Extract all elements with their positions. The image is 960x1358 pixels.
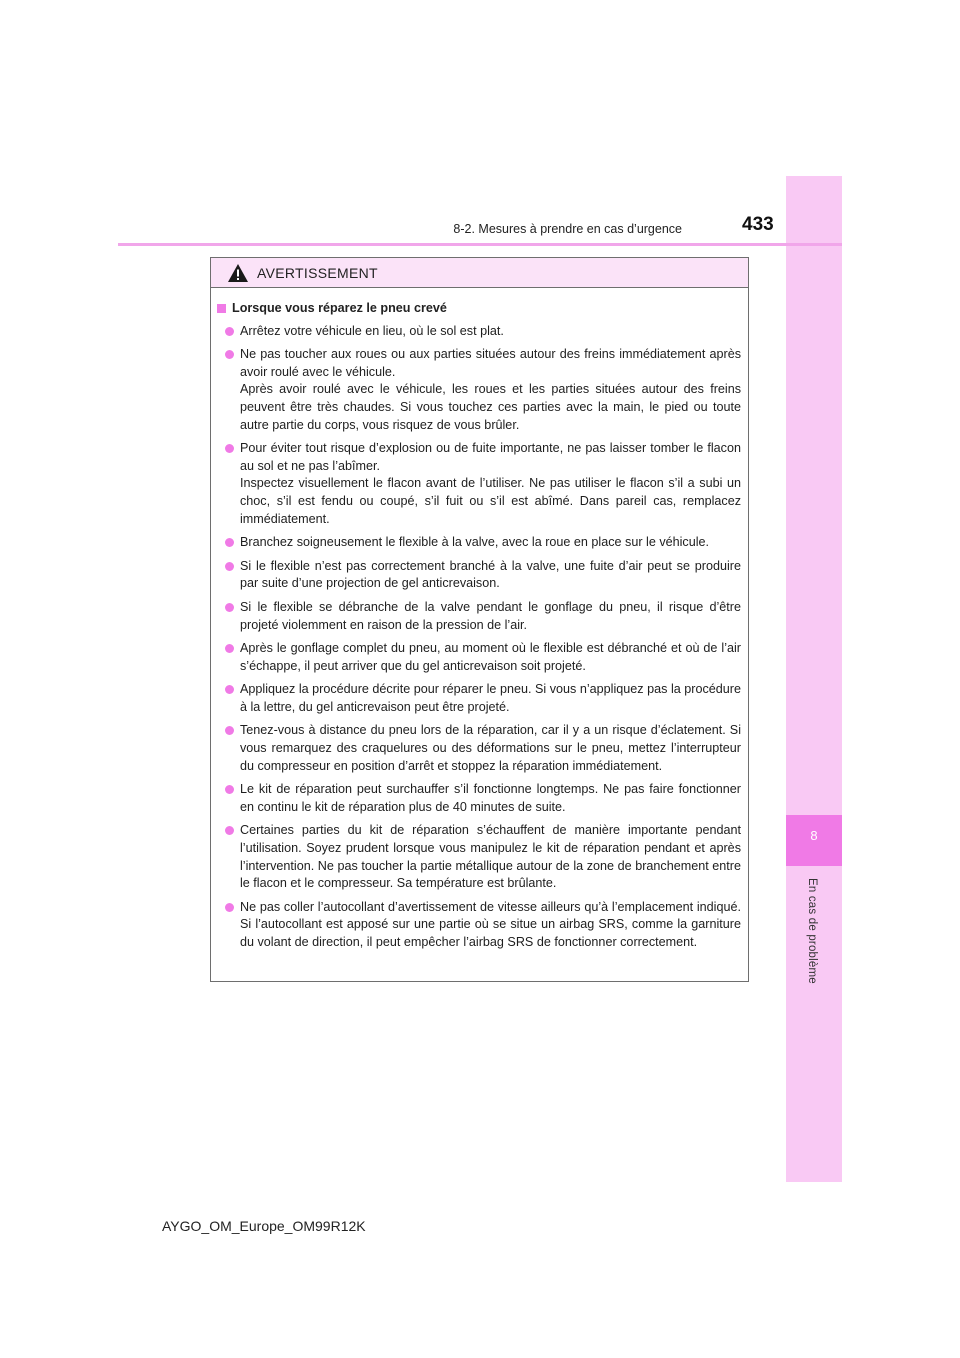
list-item [217, 346, 741, 434]
bullet-text: Si le flexible n’est pas correctement branché à la valve, une fuite d’air peut se produire par suite d’une projection de gel anticrevaison. [240, 558, 741, 591]
bullet-dot-icon [225, 444, 234, 453]
warning-header [211, 258, 748, 288]
chapter-title: En cas de problème [806, 878, 818, 984]
bullet-dot-icon [225, 903, 234, 912]
document-code: AYGO_OM_Europe_OM99R12K [162, 1218, 366, 1234]
bullet-text: Tenez-vous à distance du pneu lors de la réparation, car il y a un risque d’éclatement. Si vous remarquez des craquelures ou des déformations sur le pneu, mettez l’interrupteur du compresseur en position d’arrêt et stoppez la réparation immédiatement. [240, 723, 741, 773]
topic-heading [217, 300, 741, 318]
bullet-dot-icon [225, 685, 234, 694]
list-item [217, 558, 741, 593]
chapter-number: 8 [810, 828, 818, 843]
bullet-dot-icon [225, 603, 234, 612]
warning-label: AVERTISSEMENT [257, 264, 378, 281]
list-item [217, 899, 741, 952]
list-item [217, 599, 741, 634]
bullet-text: Le kit de réparation peut surchauffer s’il fonctionne longtemps. Ne pas faire fonctionner en continu le kit de réparation plus de 40 minutes de suite. [240, 782, 741, 814]
bullet-dot-icon [225, 538, 234, 547]
page-number: 433 [742, 214, 774, 235]
warning-box [210, 257, 749, 982]
bullet-dot-icon [225, 350, 234, 359]
list-item [217, 681, 741, 716]
bullet-list [217, 323, 741, 952]
square-bullet-icon [217, 304, 226, 313]
bullet-text: Pour éviter tout risque d’explosion ou de fuite importante, ne pas laisser tomber le flacon au sol et ne pas l’abîmer. Inspectez visuellement le flacon avant de l’utiliser. Ne pas utiliser le flacon s’il a subi un choc, s’il est fendu ou coupé, s’il fuit ou s’il est abîmé. Dans pareil cas, remplacez immédiatement. [240, 441, 741, 526]
chapter-side-tab [786, 176, 842, 1182]
list-item [217, 440, 741, 528]
bullet-text: Après le gonflage complet du pneu, au moment où le flexible est débranché et où de l’air s’échappe, il peut arriver que du gel anticrevaison soit projeté. [240, 641, 741, 673]
bullet-dot-icon [225, 562, 234, 571]
bullet-dot-icon [225, 327, 234, 336]
list-item [217, 534, 741, 552]
list-item [217, 722, 741, 775]
list-item [217, 822, 741, 892]
list-item [217, 640, 741, 675]
bullet-dot-icon [225, 726, 234, 735]
bullet-text: Arrêtez votre véhicule en lieu, où le sol est plat. [240, 323, 504, 338]
warning-body [211, 288, 748, 952]
bullet-text: Si le flexible se débranche de la valve pendant le gonflage du pneu, il risque d’être projeté violemment en raison de la pression de l’air. [240, 599, 741, 632]
list-item [217, 323, 741, 341]
bullet-text: Certaines parties du kit de réparation s’échauffent de manière importante pendant l’utilisation. Soyez prudent lorsque vous manipulez le kit de réparation pendant et après l’intervention. Ne pas toucher la partie métallique autour de la zone de branchement entre le flacon et le compresseur. Sa température est brûlante. [240, 823, 741, 891]
bullet-text: Ne pas coller l’autocollant d’avertissement de vitesse ailleurs qu’à l’emplacement indiqué. Si l’autocollant est apposé sur une partie où se situe un airbag SRS, comme la garniture du volant de direction, il peut empêcher l’airbag SRS de fonctionner correctement. [240, 899, 741, 949]
bullet-text: Branchez soigneusement le flexible à la valve, avec la roue en place sur le véhicule. [240, 535, 710, 550]
header-divider [118, 243, 842, 246]
bullet-dot-icon [225, 644, 234, 653]
bullet-text: Appliquez la procédure décrite pour réparer le pneu. Si vous n’appliquez pas la procédure à la lettre, du gel anticrevaison peut être projeté. [240, 682, 741, 714]
section-title: 8-2. Mesures à prendre en cas d’urgence [453, 222, 682, 236]
warning-triangle-icon [227, 263, 249, 283]
bullet-text: Ne pas toucher aux roues ou aux parties situées autour des freins immédiatement après avoir roulé avec le véhicule. Après avoir roulé avec le véhicule, les roues et les parties situées autour des freins peuvent être très chaudes. Si vous touchez ces parties avec la main, le pied ou toute autre partie du corps, vous risquez de vous brûler. [240, 347, 741, 432]
bullet-dot-icon [225, 785, 234, 794]
bullet-dot-icon [225, 826, 234, 835]
list-item [217, 781, 741, 816]
topic-text: Lorsque vous réparez le pneu crevé [232, 301, 447, 315]
